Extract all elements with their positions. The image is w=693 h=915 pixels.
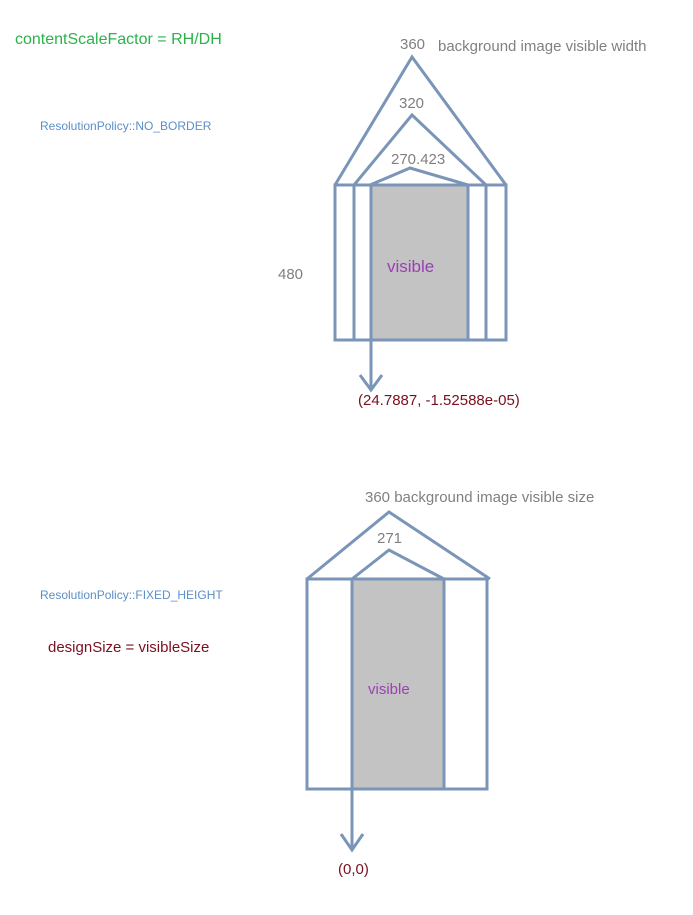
policy-label-no-border: ResolutionPolicy::NO_BORDER (40, 119, 212, 133)
origin-label-bottom: (0,0) (338, 861, 369, 878)
formula-label: contentScaleFactor = RH/DH (15, 31, 222, 48)
middle-width-label: 320 (399, 95, 425, 112)
visible-label-bottom: visible (368, 681, 410, 698)
design-size-equation: designSize = visibleSize (48, 639, 210, 656)
inner-roof (370, 168, 468, 185)
policy-label-fixed-height: ResolutionPolicy::FIXED_HEIGHT (40, 588, 223, 602)
height-label: 480 (278, 266, 304, 283)
inner-width-label: 270.423 (391, 151, 446, 168)
inner-roof-bottom (352, 550, 444, 579)
outer-width-caption: background image visible width (438, 38, 647, 55)
outer-width-label: 360 (400, 36, 426, 53)
origin-label-top: (24.7887, -1.52588e-05) (358, 392, 520, 409)
visible-label-top: visible (387, 257, 435, 276)
inner-width-label-bottom: 271 (377, 530, 403, 547)
middle-roof (354, 115, 486, 185)
outer-size-caption-bottom: 360 background image visible size (365, 489, 595, 506)
